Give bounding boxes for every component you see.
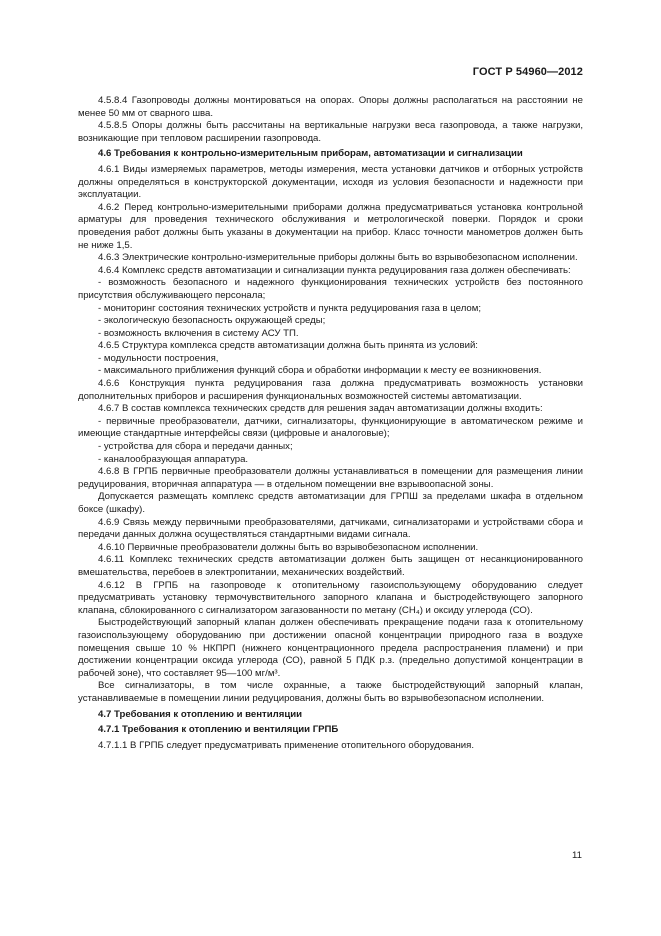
- document-body: [78, 95, 583, 752]
- list-item: - каналообразующая аппаратура.: [98, 453, 249, 465]
- standard-header: ГОСТ Р 54960—2012: [472, 66, 583, 78]
- section-heading-4-6: 4.6 Требования к контрольно-измерительным приборам, автоматизации и сигнализации: [98, 148, 523, 160]
- para-4-5-8-4: 4.5.8.4 Газопроводы должны монтироваться на опорах. Опоры должны располагаться на расстоянии не менее 50 мм от сварного шва.: [78, 95, 583, 119]
- para-4-6-1: 4.6.1 Виды измеряемых параметров, методы измерения, места установки датчиков и отборных устройств должны определяться в конструкторской документации, исходя из условия безопасности и надежности при эксплуатации.: [78, 163, 583, 201]
- list-item: - устройства для сбора и передачи данных;: [98, 441, 293, 453]
- para-4-6-5: 4.6.5 Структура комплекса средств автоматизации должна быть принята из условий:: [98, 340, 478, 352]
- list-item: - возможность включения в систему АСУ ТП.: [98, 327, 299, 339]
- subsection-heading-4-7-1: 4.7.1 Требования к отоплению и вентиляции ГРПБ: [98, 724, 339, 736]
- para-4-6-8: 4.6.8 В ГРПБ первичные преобразователи должны устанавливаться в помещении для размещения линии редуцирования, вторичная аппаратура — в отдельном помещении вне взрывоопасной зоны.: [78, 466, 583, 490]
- para-4-6-12: 4.6.12 В ГРПБ на газопроводе к отопительному газоиспользующему оборудованию следует предусматривать установку термочувствительного запорного клапана и быстродействующего запорного клапана, сблокированного с сигнализатором загазованности по метану (СН₄) и оксиду углерода (СО).: [78, 579, 583, 616]
- para-4-6-6: 4.6.6 Конструкция пункта редуцирования газа должна предусматривать возможность установки дополнительных приборов и расширения функциональных возможностей системы автоматизации.: [78, 378, 583, 402]
- para-4-6-9: 4.6.9 Связь между первичными преобразователями, датчиками, сигнализаторами и устройствами сбора и передачи данных должна осуществляться стандартными видами сигнала.: [78, 516, 583, 541]
- para-4-6-7: 4.6.7 В состав комплекса технических средств для решения задач автоматизации должны входить:: [98, 403, 543, 415]
- list-item: - экологическую безопасность окружающей среды;: [98, 315, 326, 327]
- list-item: - возможность безопасного и надежного функционирования технических устройств без постоянного присутствия обслуживающего персонала;: [78, 277, 583, 301]
- para-4-6-10: 4.6.10 Первичные преобразователи должны быть во взрывобезопасном исполнении.: [98, 541, 479, 553]
- list-item: - мониторинг состояния технических устройств и пункта редуцирования газа в целом;: [98, 302, 481, 314]
- para-shutoff-valve: Быстродействующий запорный клапан должен обеспечивать прекращение подачи газа к отопительному газоиспользующему оборудованию при достижении опасной концентрации природного газа в воздухе помещения свыше 10 % НКПРП (нижнего концентрационного предела распространения пламени) и при достижении концентрации оксида углерода (СО), равной 5 ПДК р.з. (предельно допустимой концентрации в рабочей зоне), что составляет 95—100 мг/м³.: [78, 617, 583, 679]
- para-4-6-2: 4.6.2 Перед контрольно-измерительными приборами должна предусматриваться установка контрольной арматуры для проведения технического обслуживания и метрологической поверки. Порядок и сроки проведения работ должны быть указаны в документации на прибор. Класс точности манометров должен быть не ниже 1,5.: [78, 201, 583, 251]
- para-4-6-3: 4.6.3 Электрические контрольно-измерительные приборы должны быть во взрывобезопасном исполнении.: [98, 252, 578, 264]
- para-alarms: Все сигнализаторы, в том числе охранные, а также быстродействующий запорный клапан, устанавливаемые в помещении линии редуцирования, должны быть во взрывобезопасном исполнении.: [78, 680, 583, 704]
- list-item: - модульности построения,: [98, 352, 219, 364]
- section-heading-4-7: 4.7 Требования к отоплению и вентиляции: [98, 708, 303, 720]
- page-number: 11: [572, 850, 582, 861]
- para-4-7-1-1: 4.7.1.1 В ГРПБ следует предусматривать применение отопительного оборудования.: [98, 739, 475, 751]
- para-4-6-8-note: Допускается размещать комплекс средств автоматизации для ГРПШ за пределами шкафа в отдельном боксе (шкафу).: [78, 491, 583, 515]
- list-item: - максимального приближения функций сбора и обработки информации к месту ее возникновения.: [98, 365, 542, 377]
- para-4-6-11: 4.6.11 Комплекс технических средств автоматизации должен быть защищен от несанкционированного вмешательства, перебоев в электропитании, механических воздействий.: [78, 554, 583, 578]
- para-4-5-8-5: 4.5.8.5 Опоры должны быть рассчитаны на вертикальные нагрузки веса газопровода, а также нагрузки, возникающие при тепловом расширении газопровода.: [78, 120, 583, 144]
- para-4-6-4: 4.6.4 Комплекс средств автоматизации и сигнализации пункта редуцирования газа должен обеспечивать:: [98, 264, 571, 276]
- list-item: - первичные преобразователи, датчики, сигнализаторы, функционирующие в автоматическом режиме и имеющие стандартные интерфейсы связи (цифровые и аналоговые);: [78, 415, 583, 440]
